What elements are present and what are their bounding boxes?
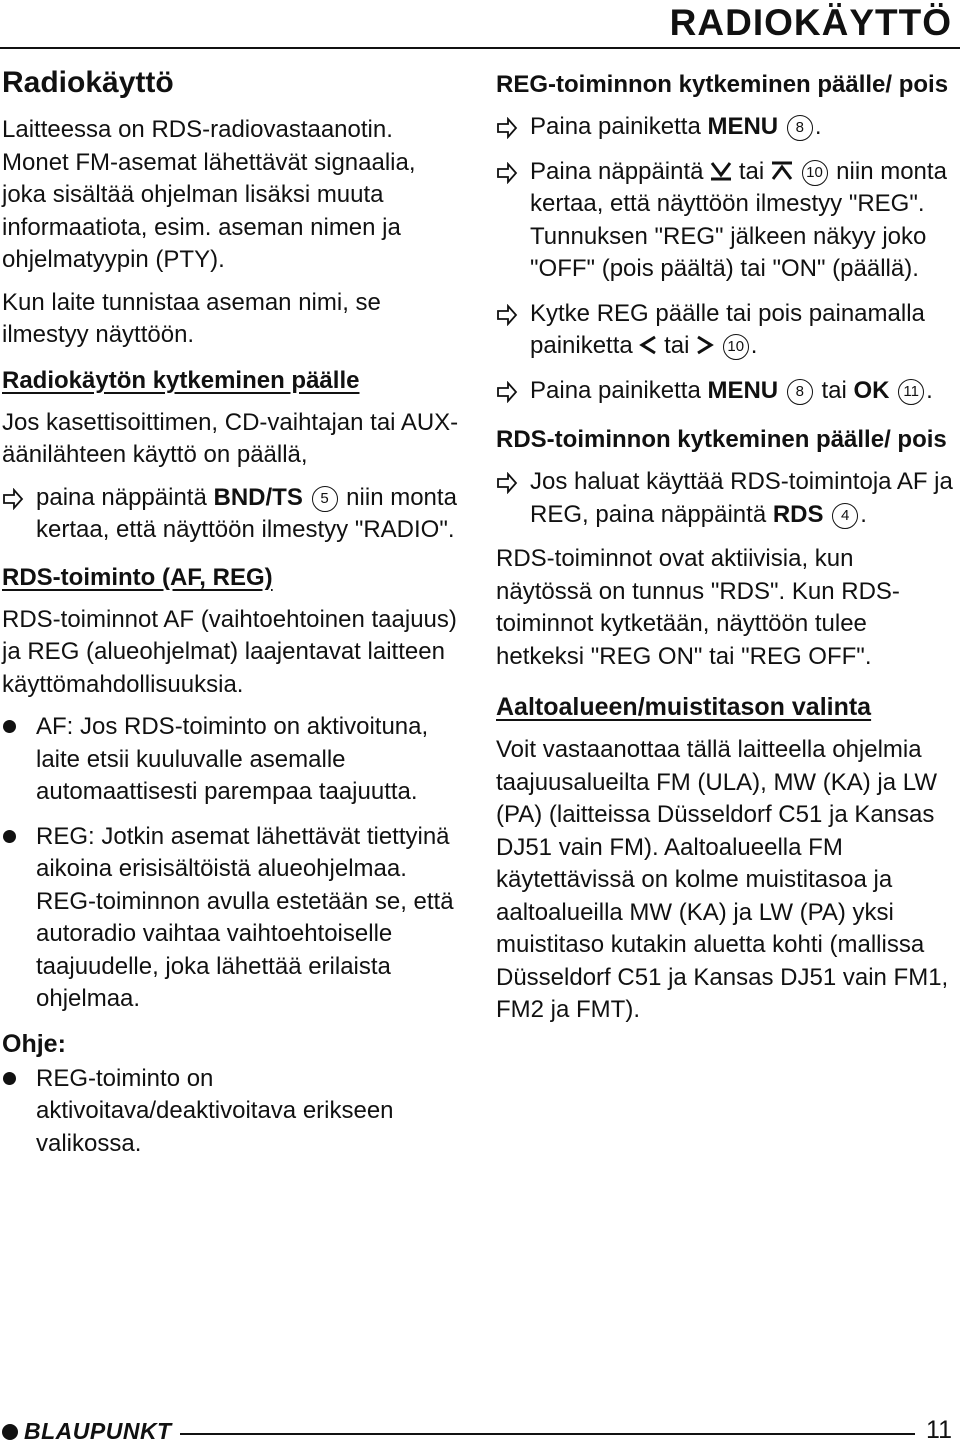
arrow-icon bbox=[496, 304, 518, 326]
down-arrow-key-icon bbox=[710, 161, 732, 181]
rds-function-text: RDS-toiminnot AF (vaihtoehtoinen taajuus) ja REG (alueohjelmat) laajentavat laitteen käyttömahdollisuuksia. bbox=[2, 605, 457, 698]
bullet-dot-icon bbox=[3, 1072, 16, 1085]
arrow-icon bbox=[496, 472, 518, 494]
step-press-rds: Jos haluat käyttää RDS-toimintoja AF ja REG, paina näppäintä RDS 4 . bbox=[496, 466, 954, 531]
bullet-dot-icon bbox=[3, 720, 16, 733]
heading-radio-on: Radiokäytön kytkeminen päälle bbox=[2, 366, 360, 394]
heading-rds-function: RDS-toiminto (AF, REG) bbox=[2, 563, 273, 591]
ok-button-label: OK bbox=[853, 376, 890, 404]
page-header bbox=[0, 0, 960, 50]
key-number-4: 4 bbox=[832, 503, 858, 529]
arrow-icon bbox=[2, 488, 24, 510]
bullet-reg: REG: Jotkin asemat lähettävät tiettyinä aikoina erisisältöistä alueohjelmaa. REG-toiminnon avulla estetään se, että autoradio vaihtaa vaihtoehtoiselle taajuudelle, joka lähettää erilaista ohjelmaa. bbox=[2, 821, 466, 1016]
page-footer bbox=[0, 1418, 960, 1448]
section-title-radiokaytto: Radiokäyttö bbox=[2, 66, 174, 99]
bnd-ts-button-label: BND/TS bbox=[213, 483, 303, 511]
key-number-5: 5 bbox=[312, 486, 338, 512]
bullet-af: AF: Jos RDS-toiminto on aktivoituna, laite etsii kuuluvalle asemalle automaattisesti parempaa taajuutta. bbox=[2, 711, 466, 809]
left-arrow-key-icon bbox=[639, 335, 657, 355]
up-arrow-key-icon bbox=[771, 161, 793, 181]
key-number-8: 8 bbox=[787, 379, 813, 405]
bullet-note: REG-toiminto on aktivoitava/deaktivoitava erikseen valikossa. bbox=[2, 1063, 466, 1161]
intro-paragraph-1: Laitteessa on RDS-radiovastaanotin. Monet FM-asemat lähettävät signaalia, joka sisältää ohjelman lisäksi muuta informaatiota, esim. aseman nimen ja ohjelmatyypin (PTY). bbox=[2, 116, 416, 273]
step-press-menu-or-ok: Paina painiketta MENU 8 tai OK 11 . bbox=[496, 375, 954, 408]
footer-rule bbox=[180, 1433, 915, 1435]
heading-waveband-memory: Aaltoalueen/muistitason valinta bbox=[496, 693, 872, 721]
radio-on-text: Jos kasettisoittimen, CD-vaihtajan tai AUX-äänilähteen käyttö on päällä, bbox=[2, 408, 459, 468]
arrow-icon bbox=[496, 162, 518, 184]
note-label: Ohje: bbox=[2, 1029, 66, 1058]
step-toggle-reg: Kytke REG päälle tai pois painamalla painiketta tai 10 . bbox=[496, 298, 954, 363]
waveband-text: Voit vastaanottaa tällä laitteella ohjelmia taajuusalueilta FM (ULA), MW (KA) ja LW (PA) (laitteissa Düsseldorf C51 ja Kansas DJ51 vain FM). Aaltoalueella FM käytettävissä on kolme muistitasoa ja aaltoalueilla MW (KA) ja LW (PA) yksi muistitaso kutakin aluetta kohti (mallissa Düsseldorf C51 ja Kansas DJ51 vain FM1, FM2 ja FMT). bbox=[496, 736, 949, 1023]
key-number-11: 11 bbox=[898, 379, 924, 405]
intro-paragraph-2: Kun laite tunnistaa aseman nimi, se ilmestyy näyttöön. bbox=[2, 288, 381, 348]
arrow-icon bbox=[496, 381, 518, 403]
heading-reg-on-off: REG-toiminnon kytkeminen päälle/ pois bbox=[496, 71, 949, 98]
rds-active-text: RDS-toiminnot ovat aktiivisia, kun näytössä on tunnus "RDS". Kun RDS-toiminnot kytketään, näyttöön tulee hetkeksi "REG ON" tai "REG OFF". bbox=[496, 545, 900, 670]
key-number-10: 10 bbox=[802, 160, 828, 186]
page-header-title: RADIOKÄYTTÖ bbox=[669, 2, 952, 43]
key-number-8: 8 bbox=[787, 115, 813, 141]
rds-button-label: RDS bbox=[772, 500, 824, 528]
arrow-icon bbox=[496, 117, 518, 139]
menu-button-label: MENU bbox=[707, 376, 779, 404]
bullet-dot-icon bbox=[3, 830, 16, 843]
left-column bbox=[2, 64, 466, 1172]
step-press-menu: Paina painiketta MENU 8 . bbox=[496, 111, 954, 144]
brand-logo-text: BLAUPUNKT bbox=[24, 1418, 172, 1444]
page-number: 11 bbox=[926, 1416, 952, 1444]
step-press-up-down: Paina näppäintä tai 10 niin monta kertaa, että näyttöön ilmestyy "REG". Tunnuksen "REG" jälkeen näkyy joko "OFF" (pois päältä) tai "ON" (päällä). bbox=[496, 156, 954, 286]
blaupunkt-logo-icon bbox=[2, 1424, 18, 1440]
header-rule bbox=[0, 47, 960, 49]
step-press-bnd-ts: paina näppäintä BND/TS 5 niin monta kertaa, että näyttöön ilmestyy "RADIO". bbox=[2, 482, 466, 547]
right-column bbox=[496, 68, 954, 1037]
right-arrow-key-icon bbox=[696, 335, 714, 355]
key-number-10: 10 bbox=[723, 334, 749, 360]
menu-button-label: MENU bbox=[707, 113, 779, 140]
heading-rds-on-off: RDS-toiminnon kytkeminen päälle/ pois bbox=[496, 426, 947, 453]
